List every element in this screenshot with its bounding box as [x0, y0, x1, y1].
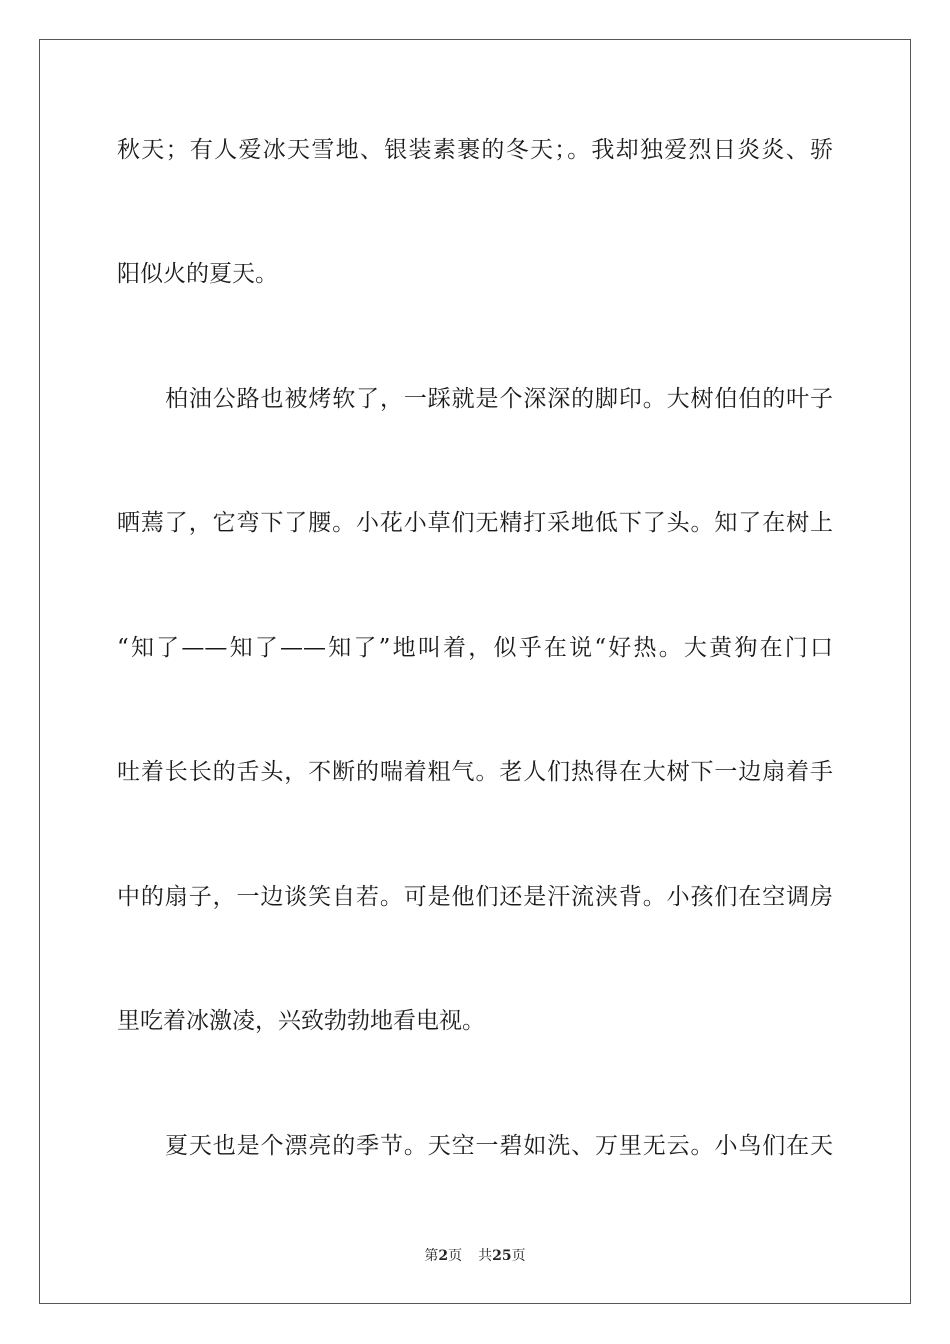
text-line-8: 里吃着冰激凌，兴致勃勃地看电视。 — [117, 1008, 485, 1034]
current-page-number: 2 — [438, 1248, 449, 1264]
total-pages-number: 25 — [492, 1248, 512, 1264]
text-line-4: 晒蔫了，它弯下了腰。小花小草们无精打采地低下了头。知了在树上 — [117, 510, 833, 536]
page-footer — [0, 1246, 950, 1266]
text-line-9: 夏天也是个漂亮的季节。天空一碧如洗、万里无云。小鸟们在天 — [165, 1133, 833, 1159]
page-border — [39, 39, 911, 1304]
text-line-3: 柏油公路也被烤软了，一踩就是个深深的脚印。大树伯伯的叶子 — [165, 386, 833, 412]
text-line-1: 秋天；有人爱冰天雪地、银装素裹的冬天；。我却独爱烈日炎炎、骄 — [117, 137, 833, 163]
text-line-7: 中的扇子，一边谈笑自若。可是他们还是汗流浃背。小孩们在空调房 — [117, 884, 833, 910]
total-label-suffix: 页 — [511, 1248, 526, 1264]
page-label-suffix: 页 — [448, 1248, 463, 1264]
text-line-6: 吐着长长的舌头，不断的喘着粗气。老人们热得在大树下一边扇着手 — [117, 759, 833, 785]
page-label-prefix: 第 — [424, 1248, 439, 1264]
text-line-2: 阳似火的夏天。 — [117, 261, 278, 287]
text-line-5: “知了——知了——知了”地叫着，似乎在说“好热。大黄狗在门口 — [117, 635, 833, 661]
total-label-prefix: 共 — [478, 1248, 493, 1264]
